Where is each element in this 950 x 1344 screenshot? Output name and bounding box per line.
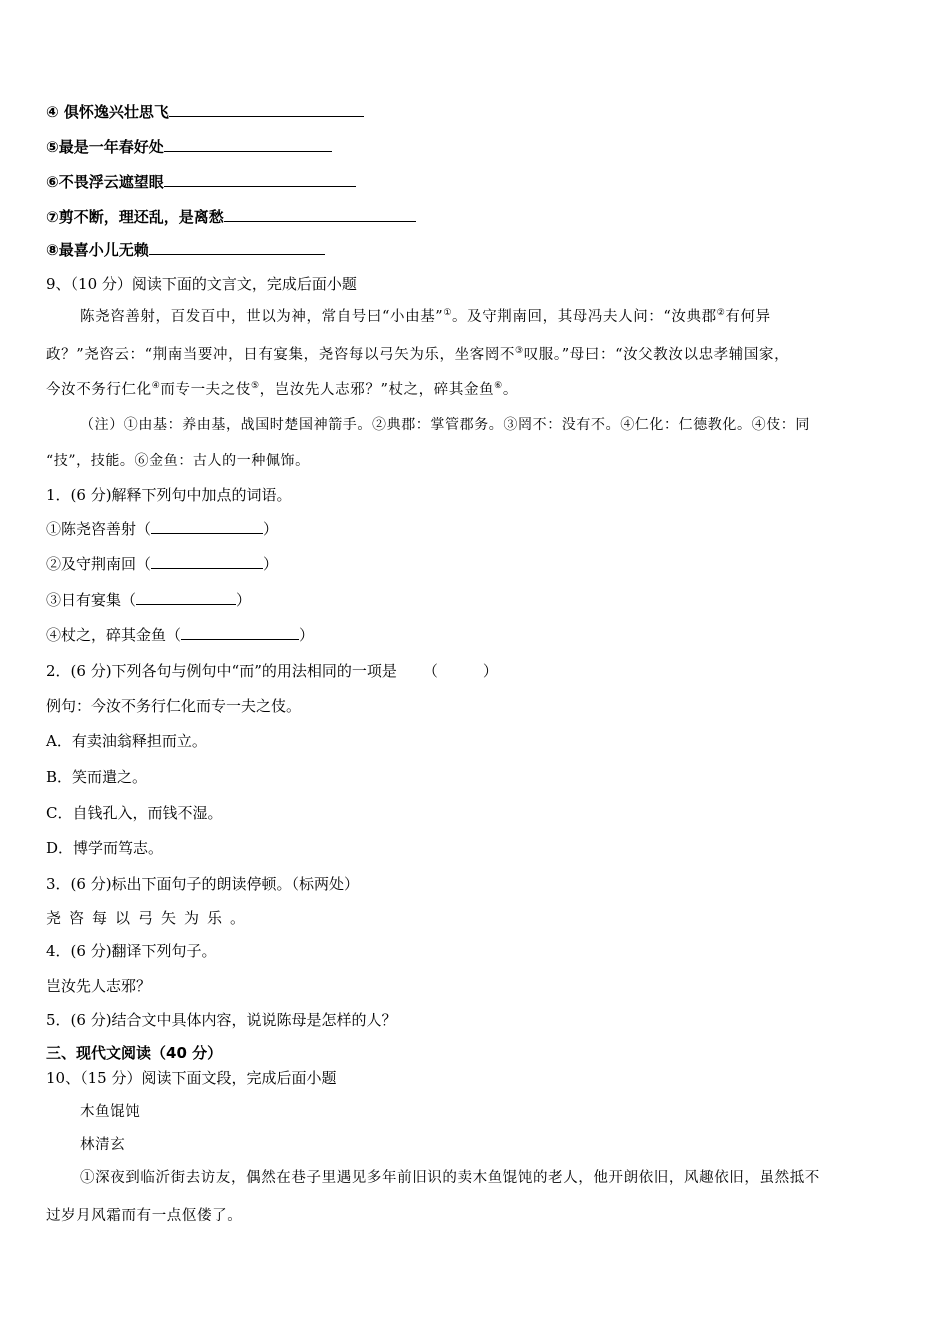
article-author: 林清玄 — [80, 1137, 126, 1153]
footnote-marker: ⑤ — [250, 381, 260, 391]
text-span: 。及守荆南回，其母冯夫人问：“汝典郡 — [452, 309, 717, 325]
sub1-item — [46, 590, 251, 610]
fill-item-text: ④ 俱怀逸兴壮思飞 — [46, 103, 169, 121]
answer-blank[interactable] — [164, 137, 332, 152]
option-d[interactable]: D．博学而笃志。 — [46, 839, 164, 857]
option-a[interactable]: A．有卖油翁释担而立。 — [46, 732, 207, 750]
classical-text-line — [46, 380, 518, 400]
sub2-heading-text: 2．(6 分)下列各句与例句中“而”的用法相同的一项是 — [46, 662, 397, 680]
answer-blank[interactable] — [224, 207, 416, 222]
sub1-item-text: ④杖之，碎其金鱼（ — [46, 626, 182, 644]
sub1-item — [46, 625, 314, 645]
fill-item-text: ⑧最喜小儿无赖 — [46, 241, 149, 259]
sub1-item — [46, 519, 278, 539]
answer-blank[interactable] — [151, 519, 263, 534]
paren-close: ） — [263, 555, 279, 573]
sub-question-3-heading: 3．(6 分)标出下面句子的朗读停顿。（标两处） — [46, 875, 360, 893]
classical-text-line — [46, 345, 789, 365]
example-sentence: 例句：今汝不务行仁化而专一夫之伎。 — [46, 697, 302, 715]
footnote-marker: ⑥ — [494, 381, 503, 391]
paren-close: ） — [263, 520, 279, 538]
sub-question-1-heading: 1．(6 分)解释下列句中加点的词语。 — [46, 486, 292, 504]
classical-text-line — [80, 307, 771, 327]
text-span: 政？”尧咨云：“荆南当要冲，日有宴集，尧咨每以弓矢为乐，坐客罔不 — [46, 347, 516, 363]
article-title: 木鱼馄饨 — [80, 1104, 141, 1120]
fill-item-text: ⑤最是一年春好处 — [46, 138, 164, 156]
question-9-heading: 9、（10 分）阅读下面的文言文，完成后面小题 — [46, 275, 357, 293]
fill-item-text: ⑥不畏浮云遮望眼 — [46, 173, 164, 191]
sub1-item-text: ②及守荆南回（ — [46, 555, 152, 573]
fill-item — [46, 207, 416, 227]
fill-item — [46, 137, 332, 157]
sub-question-5-heading: 5．(6 分)结合文中具体内容，说说陈母是怎样的人？ — [46, 1011, 397, 1029]
question-10-heading: 10、（15 分）阅读下面文段，完成后面小题 — [46, 1069, 337, 1087]
footnote-marker: ③ — [515, 346, 524, 356]
option-b[interactable]: B．笑而遣之。 — [46, 768, 148, 786]
answer-blank[interactable] — [149, 240, 325, 255]
text-span: 而专一夫之伎 — [160, 382, 251, 398]
pause-marking-sentence: 尧咨每以弓矢为乐。 — [46, 909, 254, 927]
answer-blank[interactable] — [181, 625, 299, 640]
article-paragraph-line: ①深夜到临沂街去访友，偶然在巷子里遇见多年前旧识的卖木鱼馄饨的老人，他开朗依旧，风趣依旧，虽然抵不 — [80, 1170, 820, 1186]
option-c[interactable]: C．自钱孔入，而钱不湿。 — [46, 804, 223, 822]
paren-close: ） — [299, 626, 315, 644]
answer-paren[interactable]: （ ） — [422, 662, 498, 680]
answer-blank[interactable] — [151, 554, 263, 569]
article-paragraph-line: 过岁月风霜而有一点伛偻了。 — [46, 1208, 243, 1224]
sub1-item-text: ③日有宴集（ — [46, 591, 137, 609]
fill-item-text: ⑦剪不断，理还乱，是离愁 — [46, 208, 224, 226]
fill-item — [46, 172, 356, 192]
sub-question-4-heading: 4．(6 分)翻译下列句子。 — [46, 942, 217, 960]
answer-blank[interactable] — [136, 590, 236, 605]
text-span: 叹服。”母曰：“汝父教汝以忠孝辅国家， — [523, 347, 790, 363]
sub1-item — [46, 554, 278, 574]
text-span: 。 — [502, 382, 518, 398]
answer-blank[interactable] — [169, 102, 364, 117]
footnote-marker: ① — [443, 308, 452, 318]
footnote-marker: ④ — [151, 381, 161, 391]
annotation-line: “技”，技能。⑥金鱼：古人的一种佩饰。 — [46, 453, 310, 469]
answer-blank[interactable] — [164, 172, 356, 187]
paren-close: ） — [236, 591, 252, 609]
footnote-marker: ② — [716, 308, 726, 318]
text-span: 今汝不务行仁化 — [46, 382, 152, 398]
text-span: 有何异 — [725, 309, 771, 325]
sub1-item-text: ①陈尧咨善射（ — [46, 520, 152, 538]
fill-item — [46, 102, 364, 122]
section-3-heading: 三、现代文阅读（40 分） — [46, 1044, 223, 1062]
sub-question-2-heading — [46, 661, 498, 681]
fill-item — [46, 240, 325, 260]
annotation-line: （注）①由基：养由基，战国时楚国神箭手。②典郡：掌管郡务。③罔不：没有不。④仁化：仁德教化。④伎：同 — [80, 417, 810, 433]
text-span: ，岂汝先人志邪？”杖之，碎其金鱼 — [259, 382, 495, 398]
translate-sentence: 岂汝先人志邪？ — [46, 977, 152, 995]
text-span: 陈尧咨善射，百发百中，世以为神，常自号曰“小由基” — [80, 309, 444, 325]
